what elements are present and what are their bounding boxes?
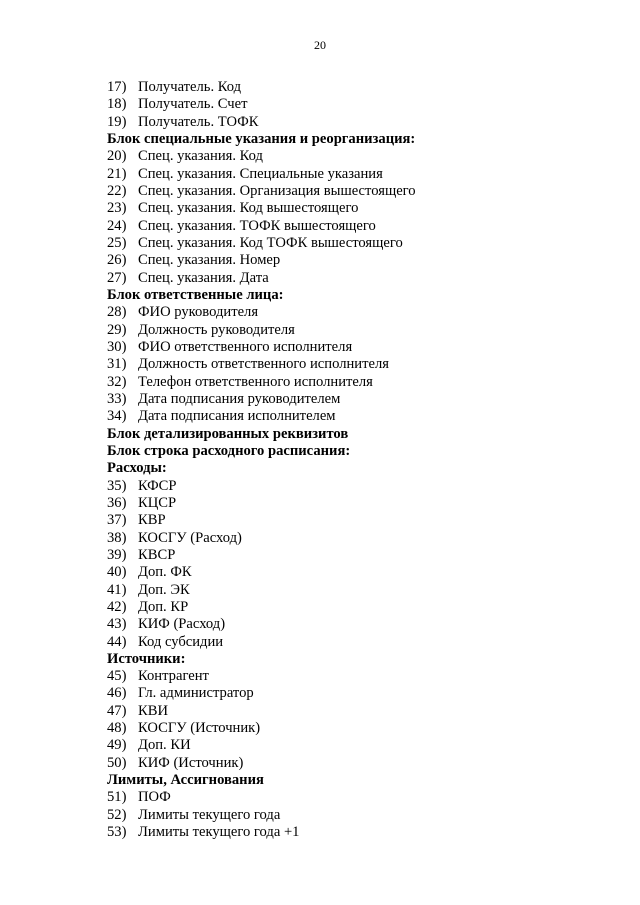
list-item-number: 36)	[107, 494, 127, 511]
section-heading: Блок специальные указания и реорганизация:	[107, 130, 416, 147]
list-item	[107, 79, 607, 96]
list-item-number: 52)	[107, 806, 127, 823]
list-item-text: Получатель. Код	[138, 79, 242, 95]
list-item	[107, 512, 607, 529]
list-item	[107, 755, 607, 772]
list-item-text: ФИО руководителя	[138, 304, 259, 321]
section-heading: Лимиты, Ассигнования	[107, 772, 264, 789]
list-item-text: ФИО ответственного исполнителя	[138, 338, 353, 355]
list-item-number: 46)	[107, 685, 127, 702]
list-item	[107, 304, 607, 321]
list-item-text: Должность ответственного исполнителя	[138, 356, 389, 373]
list-item	[107, 218, 607, 235]
list-item-text: Спец. указания. Номер	[138, 252, 281, 269]
list-item-number: 23)	[107, 200, 127, 217]
list-item-text: Должность руководителя	[138, 321, 295, 338]
list-item-number: 47)	[107, 702, 127, 719]
list-item-number: 24)	[107, 217, 127, 234]
section-heading: Источники:	[107, 650, 186, 667]
list-item-text: КВИ	[138, 702, 169, 719]
list-item-text: Дата подписания руководителем	[138, 390, 341, 407]
list-item	[107, 235, 607, 252]
list-item-number: 33)	[107, 390, 127, 407]
list-item	[107, 408, 607, 425]
list-item-text: Контрагент	[138, 668, 209, 685]
list-item-number: 26)	[107, 252, 127, 269]
list-item	[107, 530, 607, 547]
list-item-number: 25)	[107, 234, 127, 251]
list-item-number: 49)	[107, 737, 127, 754]
list-item	[107, 495, 607, 512]
section-heading: Расходы:	[107, 460, 167, 477]
list-item-number: 44)	[107, 633, 127, 650]
list-item	[107, 547, 607, 564]
list-item-text: Доп. КР	[138, 598, 189, 615]
list-item-text: Спец. указания. Организация вышестоящего	[138, 182, 416, 199]
list-item	[107, 807, 607, 824]
list-item-number: 50)	[107, 754, 127, 771]
list-item-text: Спец. указания. Код ТОФК вышестоящего	[138, 234, 403, 251]
section-heading: Блок ответственные лица:	[107, 286, 284, 303]
list-item	[107, 737, 607, 754]
list-item-number: 45)	[107, 668, 127, 685]
list-item-text: Лимиты текущего года	[138, 806, 281, 823]
list-item	[107, 634, 607, 651]
section-heading: Блок детализированных реквизитов	[107, 425, 349, 442]
list-item	[107, 685, 607, 702]
list-item	[107, 599, 607, 616]
list-item-text: Доп. ФК	[138, 564, 192, 581]
list-item-number: 53)	[107, 824, 127, 841]
list-item-number: 38)	[107, 529, 127, 546]
list-item-number: 19)	[107, 113, 127, 130]
list-item	[107, 616, 607, 633]
list-item-text: Спец. указания. Дата	[138, 269, 269, 286]
list-item-number: 42)	[107, 598, 127, 615]
list-item	[107, 252, 607, 269]
list-item-text: Получатель. Счет	[138, 96, 248, 113]
list-item-text: Спец. указания. Код вышестоящего	[138, 200, 359, 217]
list-item	[107, 96, 607, 113]
list-item-number: 31)	[107, 356, 127, 373]
list-item-text: КИФ (Расход)	[138, 616, 226, 633]
list-item	[107, 166, 607, 183]
list-item	[107, 668, 607, 685]
list-item	[107, 720, 607, 737]
list-item	[107, 391, 607, 408]
list-item-number: 51)	[107, 789, 127, 806]
list-item-number: 34)	[107, 408, 127, 425]
list-item-text: Код субсидии	[138, 633, 224, 650]
list-item	[107, 183, 607, 200]
list-item	[107, 356, 607, 373]
list-item-text: Лимиты текущего года +1	[138, 824, 300, 841]
list-item-number: 41)	[107, 581, 127, 598]
list-item-text: Гл. администратор	[138, 685, 254, 702]
list-item-number: 48)	[107, 720, 127, 737]
list-item-number: 43)	[107, 616, 127, 633]
list-item-text: КФСР	[138, 477, 177, 494]
list-item-text: КОСГУ (Источник)	[138, 720, 261, 737]
list-item	[107, 789, 607, 806]
list-item-text: Доп. ЭК	[138, 581, 190, 598]
list-item	[107, 582, 607, 599]
page-number: 20	[314, 38, 326, 52]
list-item	[107, 564, 607, 581]
list-item-text: Телефон ответственного исполнителя	[138, 373, 373, 390]
list-item-text: Спец. указания. Специальные указания	[138, 165, 383, 182]
list-item-number: 18)	[107, 96, 127, 113]
list-item-text: Дата подписания исполнителем	[138, 408, 336, 425]
list-item	[107, 824, 607, 841]
list-item-number: 22)	[107, 182, 127, 199]
list-item	[107, 148, 607, 165]
list-item-text: КВР	[138, 512, 166, 529]
list-item-text: Спец. указания. Код	[138, 148, 263, 165]
list-item-text: Спец. указания. ТОФК вышестоящего	[138, 217, 376, 234]
list-item	[107, 374, 607, 391]
list-item-text: КОСГУ (Расход)	[138, 529, 242, 546]
list-item-number: 30)	[107, 338, 127, 355]
section-heading: Блок строка расходного расписания:	[107, 442, 351, 459]
list-item	[107, 114, 607, 131]
list-item-number: 21)	[107, 165, 127, 182]
list-item	[107, 322, 607, 339]
list-item-number: 35)	[107, 477, 127, 494]
list-item-text: Получатель. ТОФК	[138, 113, 259, 130]
list-item	[107, 270, 607, 287]
list-item	[107, 478, 607, 495]
list-item	[107, 703, 607, 720]
list-item-number: 20)	[107, 148, 127, 165]
list-item-number: 37)	[107, 512, 127, 529]
list-item-text: КВСР	[138, 546, 176, 563]
list-item-number: 27)	[107, 269, 127, 286]
list-item-number: 39)	[107, 546, 127, 563]
list-item-text: Доп. КИ	[138, 737, 191, 754]
document-body	[107, 79, 607, 841]
list-item-number: 28)	[107, 304, 127, 321]
list-item-number: 29)	[107, 321, 127, 338]
list-item-text: КИФ (Источник)	[138, 754, 244, 771]
list-item-number: 17)	[107, 79, 127, 95]
list-item-text: ПОФ	[138, 789, 171, 806]
list-item-text: КЦСР	[138, 494, 177, 511]
list-item-number: 32)	[107, 373, 127, 390]
list-item-number: 40)	[107, 564, 127, 581]
list-item	[107, 339, 607, 356]
list-item	[107, 200, 607, 217]
